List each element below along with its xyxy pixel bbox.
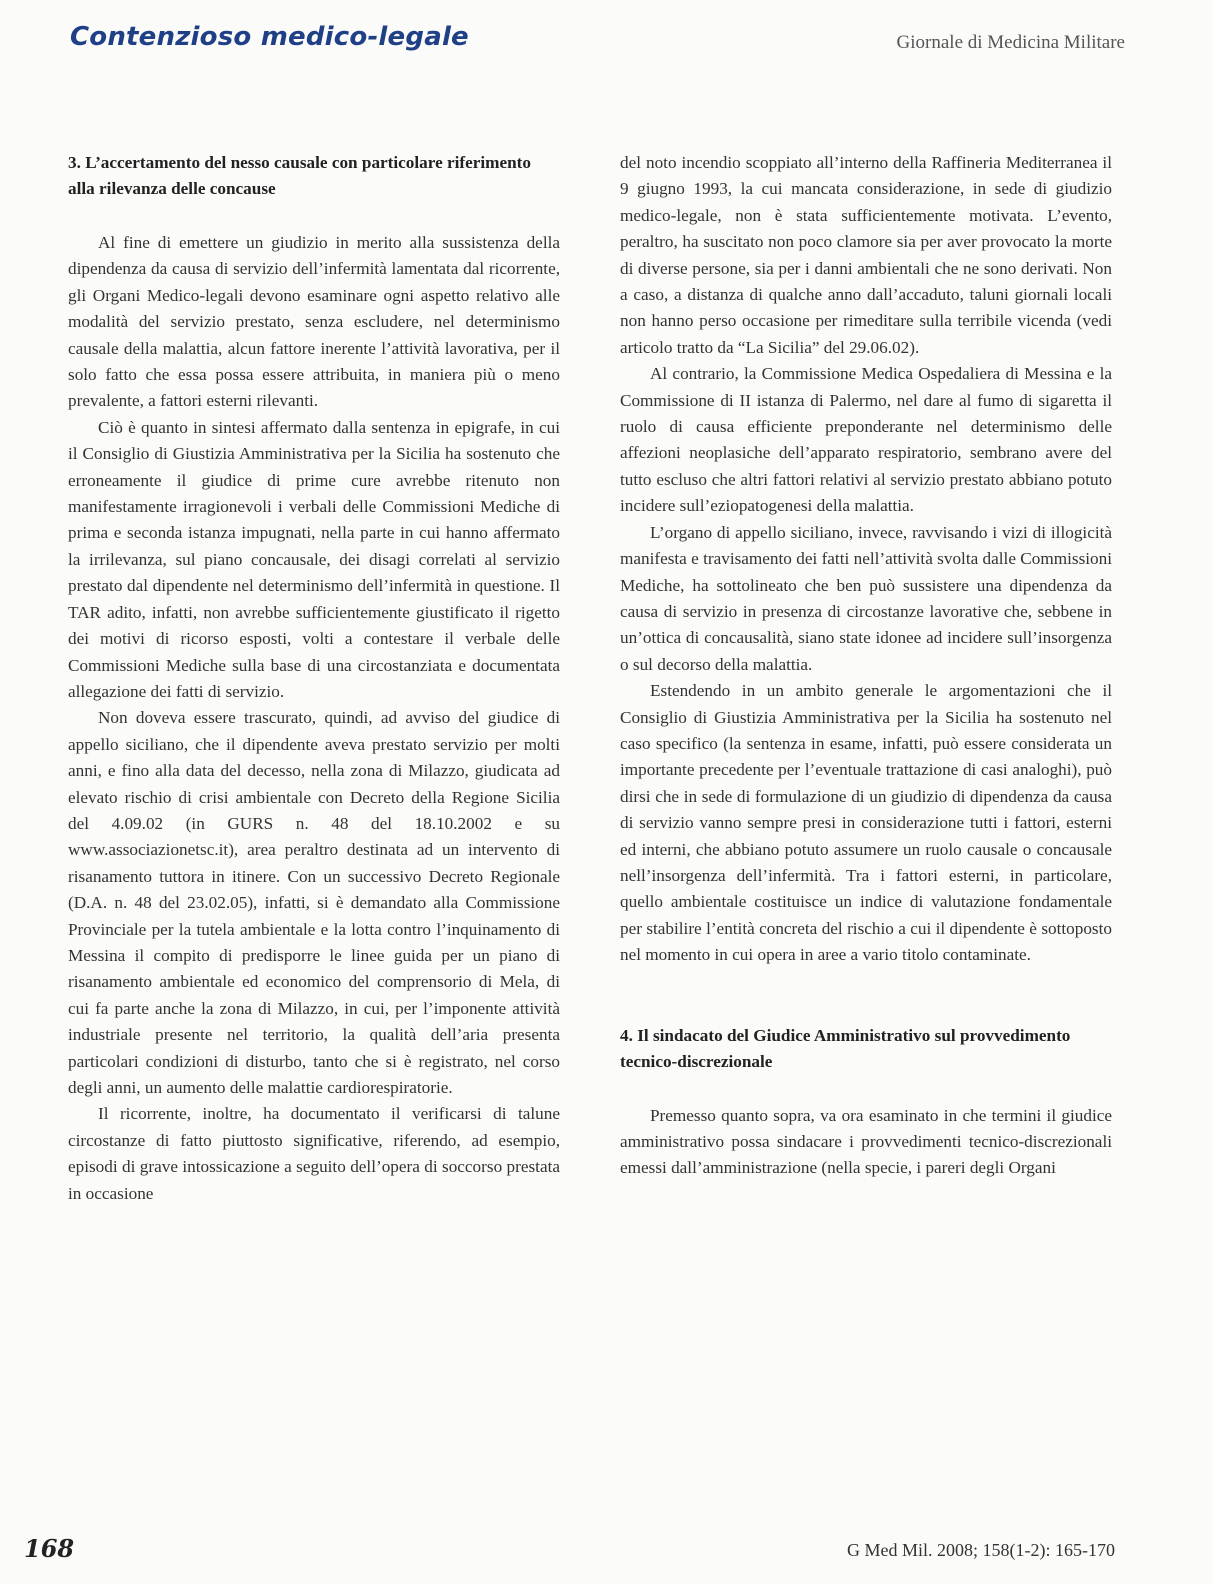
section-gap: [620, 969, 1112, 1023]
paragraph: Il ricorrente, inoltre, ha documentato il verificarsi di talune circostanze di fatto piuttosto significative, riferendo, ad esempio, episodi di grave intossicazione a seguito dell’opera di soccorso prestata in occasione: [68, 1104, 560, 1203]
paragraph: Al contrario, la Commissione Medica Ospedaliera di Messina e la Commissione di II istanza di Palermo, nel dare al fumo di sigaretta il ruolo di causa efficiente preponderante nel determinismo delle affezioni neoplasiche dell’apparato respiratorio, sembrano avere del tutto escluso che altri fattori relativi al servizio prestato abbiano potuto incidere sull’eziopatogenesi della malattia.: [620, 364, 1112, 516]
paragraph: Estendendo in un ambito generale le argomentazioni che il Consiglio di Giustizia Amministrativa per la Sicilia ha sostenuto nel caso specifico (la sentenza in esame, infatti, può essere considerata un importante precedente per l’eventuale trattazione di casi analoghi), può dirsi che in sede di formulazione di un giudizio di dipendenza da causa di servizio vanno sempre presi in considerazione tutti i fattori, esterni ed interni, che abbiano potuto assumere un ruolo causale o concausale nell’insorgenza dell’infermità. Tra i fattori esterni, in particolare, quello ambientale costituisce un indice di valutazione fondamentale per stabilire l’entità concreta del rischio a cui il dipendente è sottoposto nel momento in cui opera in aree a vario titolo contaminate.: [620, 681, 1112, 965]
page-number: 168: [24, 1534, 75, 1563]
paragraph: Ciò è quanto in sintesi affermato dalla sentenza in epigrafe, in cui il Consiglio di Giustizia Amministrativa per la Sicilia ha sostenuto che erroneamente il giudice di prime cure avrebbe ritenuto non manifestamente irragionevoli i verbali delle Commissioni Mediche di prima e seconda istanza impugnati, nella parte in cui hanno affermato la irrilevanza, sul piano concausale, dei disagi correlati al servizio prestato dal dipendente nel determinismo dell’infermità in questione. Il TAR adito, infatti, non avrebbe sufficientemente giustificato il rigetto dei motivi di ricorso esposti, volti a contestare il verbale delle Commissioni Mediche sulla base di una circostanziata e documentata allegazione dei fatti di servizio.: [68, 417, 560, 701]
paragraph: L’organo di appello siciliano, invece, ravvisando i vizi di illogicità manifesta e travisamento dei fatti nell’attività svolta dalle Commissioni Mediche, ha sottolineato che ben può sussistere una dipendenza da causa di servizio in presenza di circostanze lavorative che, sebbene in un’ottica di concausalità, siano state idonee ad incidere sull’insorgenza o sul decorso della malattia.: [620, 522, 1112, 674]
left-column: [68, 150, 560, 1207]
section-3-heading: 3. L’accertamento del nesso causale con particolare riferimento alla rilevanza delle concause: [68, 153, 531, 198]
paragraph: Non doveva essere trascurato, quindi, ad avviso del giudice di appello siciliano, che il dipendente aveva prestato servizio per molti anni, e fino alla data del decesso, nella zona di Milazzo, giudicata ad elevato rischio di crisi ambientale con Decreto della Regione Sicilia del 4.09.02 (in GURS n. 48 del 18.10.2002 e su www.associazionetsc.it), area peraltro destinata ad un intervento di risanamento tuttora in itinere. Con un successivo Decreto Regionale (D.A. n. 48 del 23.02.05), infatti, si è demandato alla Commissione Provinciale per la tutela ambientale e la lotta contro l’inquinamento di Messina il compito di predisporre le linee guida per un piano di risanamento ambientale ed economico del comprensorio di Mela, di cui fa parte anche la zona di Milazzo, in cui, per l’imponente attività industriale presente nel territorio, la qualità dell’aria presenta particolari condizioni di disturbo, tanto che si è registrato, nel corso degli anni, un aumento delle malattie cardiorespiratorie.: [68, 708, 560, 1097]
paragraph: Premesso quanto sopra, va ora esaminato in che termini il giudice amministrativo possa sindacare i provvedimenti tecnico-discrezionali emessi dall’amministrazione (nella specie, i pareri degli Organi: [620, 1105, 1112, 1178]
paragraph-continuation: del noto incendio scoppiato all’interno della Raffineria Mediterranea il 9 giugno 1993, la cui mancata considerazione, in sede di giudizio medico-legale, non è stata sufficientemente motivata. L’evento, peraltro, ha suscitato non poco clamore sia per aver provocato la morte di diverse persone, sia per i danni ambientali che ne sono derivati. Non a caso, a distanza di qualche anno dall’accaduto, taluni giornali locali non hanno perso occasione per rimeditare sulla terribile vicenda (vedi articolo tratto da “La Sicilia” del 29.06.02).: [620, 153, 1112, 357]
journal-name: Giornale di Medicina Militare: [896, 32, 1125, 53]
paragraph: Al fine di emettere un giudizio in merito alla sussistenza della dipendenza da causa di servizio dell’infermità lamentata dal ricorrente, gli Organi Medico-legali devono esaminare ogni aspetto relativo alle modalità del servizio prestato, senza escludere, nel determinismo causale della malattia, alcun fattore inerente l’attività lavorativa, per il solo fatto che essa possa essere attribuita, in maniera più o meno prevalente, a fattori esterni rilevanti.: [68, 233, 560, 411]
journal-citation: G Med Mil. 2008; 158(1-2): 165-170: [847, 1540, 1115, 1560]
section-title: Contenzioso medico-legale: [70, 22, 469, 52]
right-column: [620, 150, 1112, 1182]
section-4-heading: 4. Il sindacato del Giudice Amministrativo sul provvedimento tecnico-discrezionale: [620, 1025, 1071, 1071]
